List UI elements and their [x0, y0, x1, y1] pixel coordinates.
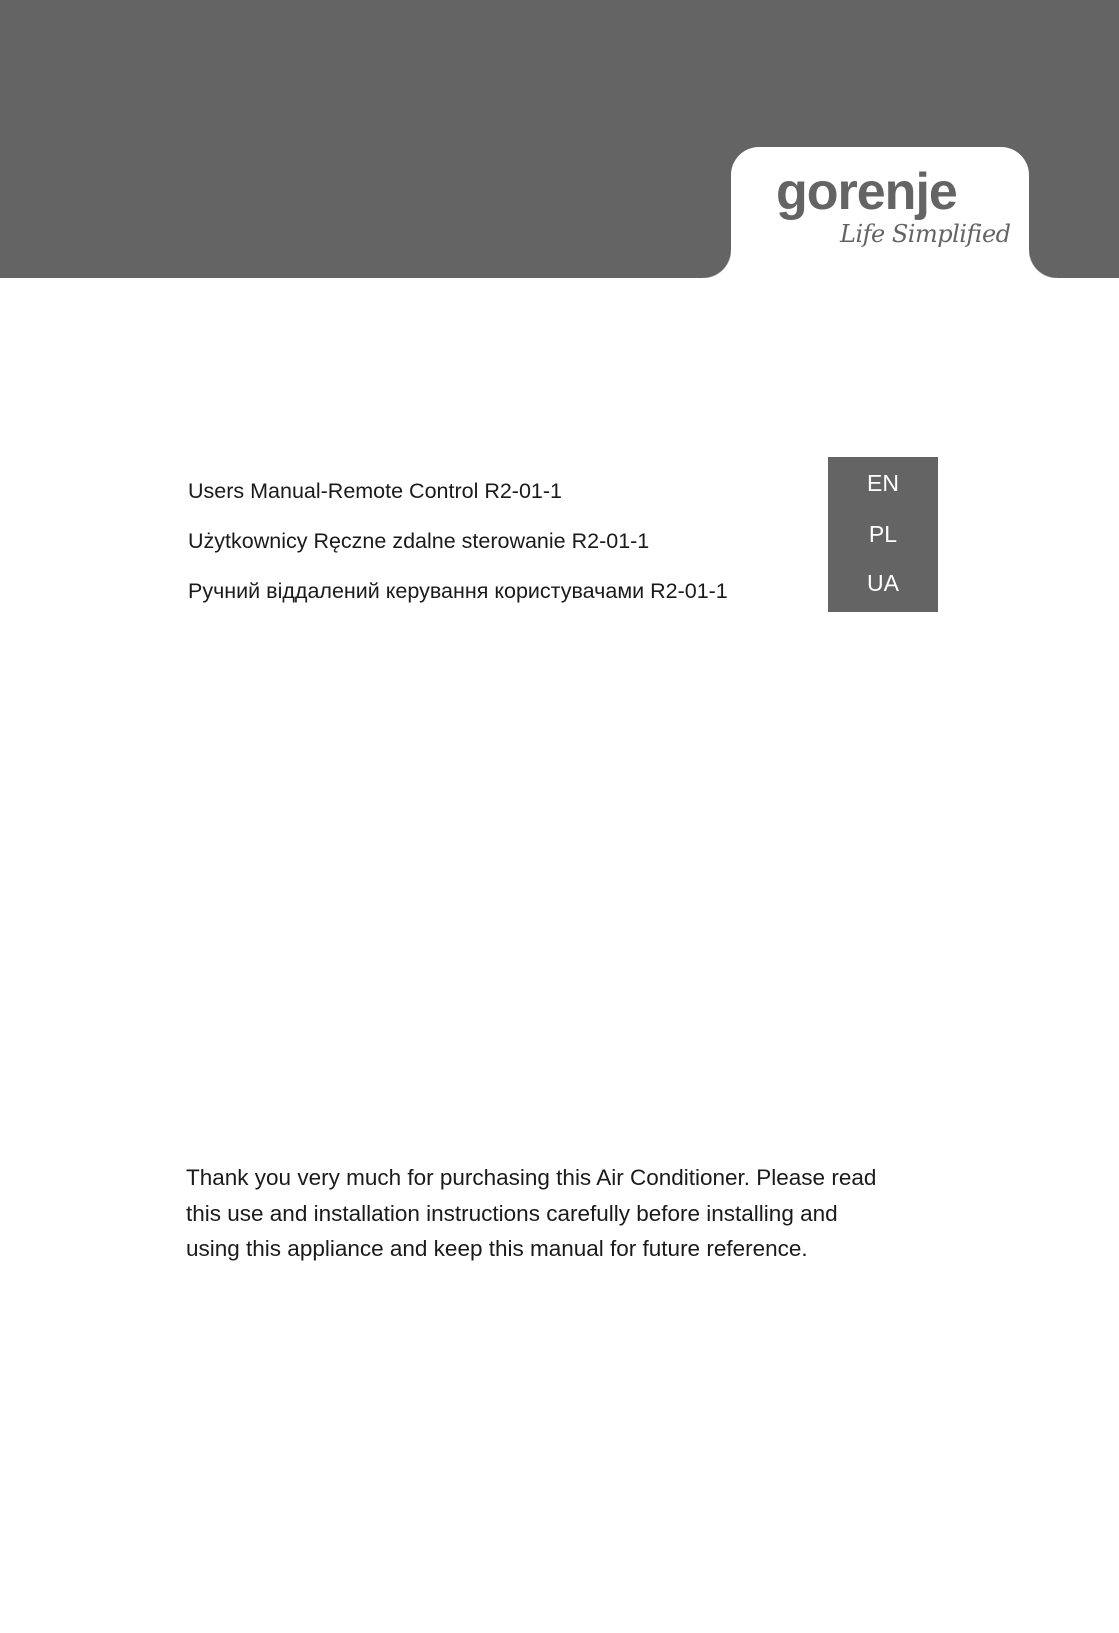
- title-ua: Ручний віддалений керування користувачами R2-01-1: [188, 579, 728, 603]
- title-pl: Użytkownicy Ręczne zdalne sterowanie R2-01-1: [188, 529, 650, 553]
- intro-line: Thank you very much for purchasing this Air Conditioner. Please read: [186, 1165, 877, 1190]
- brand-tagline: Life Simplified: [840, 220, 1011, 248]
- language-code-pl: PL: [868, 521, 898, 547]
- language-codes-box: [828, 457, 938, 612]
- intro-paragraph: [186, 1160, 956, 1267]
- header-tab-corner-right: [1029, 250, 1057, 278]
- intro-line: using this appliance and keep this manual for future reference.: [186, 1236, 808, 1261]
- language-code-ua: UA: [867, 570, 899, 596]
- manual-titles: [188, 466, 808, 616]
- brand-logo-wordmark: gorenje: [776, 163, 957, 221]
- intro-line: this use and installation instructions carefully before installing and: [186, 1200, 838, 1226]
- title-en: Users Manual-Remote Control R2-01-1: [188, 479, 563, 503]
- language-code-en: EN: [867, 470, 899, 496]
- header-tab-corner-left: [703, 250, 731, 278]
